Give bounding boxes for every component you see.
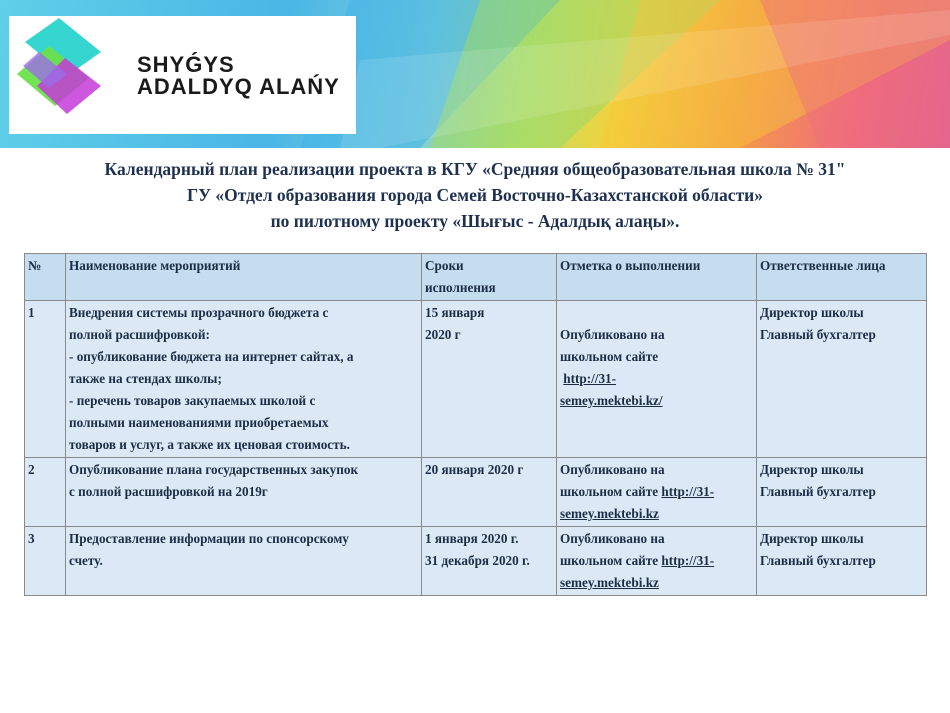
cell-status [557, 527, 757, 596]
table-row [25, 301, 927, 458]
status-line: Опубликовано на [560, 462, 665, 477]
title-line-1: Календарный план реализации проекта в КГУ «Средняя общеобразовательная школа № 31" [104, 159, 846, 179]
name-line: Предоставление информации по спонсорскому [69, 531, 349, 546]
name-line: счету. [69, 553, 103, 568]
status-line: школьном сайте [560, 484, 659, 499]
title-line-3: по пилотному проекту «Шығыс - Адалдық алаңы». [270, 211, 680, 231]
cell-responsible [757, 458, 927, 527]
header-deadline [422, 254, 557, 301]
cell-num: 2 [25, 458, 66, 527]
cell-responsible [757, 301, 927, 458]
header-banner [0, 0, 950, 148]
logo [9, 16, 356, 134]
cell-status [557, 301, 757, 458]
cell-deadline [422, 527, 557, 596]
name-line: товаров и услуг, а также их ценовая стоимость. [69, 437, 350, 452]
name-line: Опубликование плана государственных закупок [69, 462, 359, 477]
table-row [25, 458, 927, 527]
header-deadline-line-2: исполнения [425, 280, 496, 295]
header-status: Отметка о выполнении [557, 254, 757, 301]
responsible-line: Главный бухгалтер [760, 484, 876, 499]
name-line: - перечень товаров закупаемых школой с [69, 393, 316, 408]
header-deadline-line-1: Сроки [425, 258, 464, 273]
responsible-line: Директор школы [760, 305, 864, 320]
page-title [0, 156, 950, 234]
status-line: Опубликовано на [560, 531, 665, 546]
school-site-link[interactable]: semey.mektebi.kz [560, 506, 659, 521]
table-row [25, 527, 927, 596]
responsible-line: Главный бухгалтер [760, 553, 876, 568]
status-line: школьном сайте [560, 553, 659, 568]
school-site-link[interactable]: semey.mektebi.kz [560, 575, 659, 590]
school-site-link[interactable]: http://31- [661, 484, 715, 499]
school-site-link[interactable]: semey.mektebi.kz/ [560, 393, 663, 408]
name-line: полными наименованиями приобретаемых [69, 415, 329, 430]
responsible-line: Главный бухгалтер [760, 327, 876, 342]
status-line: Опубликовано на [560, 327, 665, 342]
deadline-line: 1 января 2020 г. [425, 531, 519, 546]
cell-deadline [422, 301, 557, 458]
name-line: полной расшифровкой: [69, 327, 210, 342]
cell-name [66, 458, 422, 527]
deadline-line: 2020 г [425, 327, 461, 342]
logo-line-1: SHYǴYS [137, 52, 235, 77]
deadline-line: 15 января [425, 305, 485, 320]
table-header-row [25, 254, 927, 301]
cell-name [66, 527, 422, 596]
deadline-line: 20 января 2020 г [425, 462, 524, 477]
name-line: также на стендах школы; [69, 371, 222, 386]
cell-status [557, 458, 757, 527]
title-line-2: ГУ «Отдел образования города Семей Восточно-Казахстанской области» [187, 185, 763, 205]
school-site-link[interactable]: http://31- [563, 371, 617, 386]
deadline-line: 31 декабря 2020 г. [425, 553, 530, 568]
status-line: школьном сайте [560, 349, 659, 364]
responsible-line: Директор школы [760, 531, 864, 546]
cell-num: 3 [25, 527, 66, 596]
responsible-line: Директор школы [760, 462, 864, 477]
logo-line-2: ADALDYQ ALAŃY [137, 74, 340, 99]
name-line: Внедрения системы прозрачного бюджета с [69, 305, 329, 320]
name-line: с полной расшифровкой на 2019г [69, 484, 268, 499]
school-site-link[interactable]: http://31- [661, 553, 715, 568]
header-responsible: Ответственные лица [757, 254, 927, 301]
cell-name [66, 301, 422, 458]
plan-table [24, 253, 927, 596]
logo-diamonds-icon [9, 16, 109, 116]
cell-num: 1 [25, 301, 66, 458]
cell-deadline [422, 458, 557, 527]
logo-text [137, 54, 340, 98]
header-name: Наименование мероприятий [66, 254, 422, 301]
header-num: № [25, 254, 66, 301]
cell-responsible [757, 527, 927, 596]
name-line: - опубликование бюджета на интернет сайтах, а [69, 349, 354, 364]
